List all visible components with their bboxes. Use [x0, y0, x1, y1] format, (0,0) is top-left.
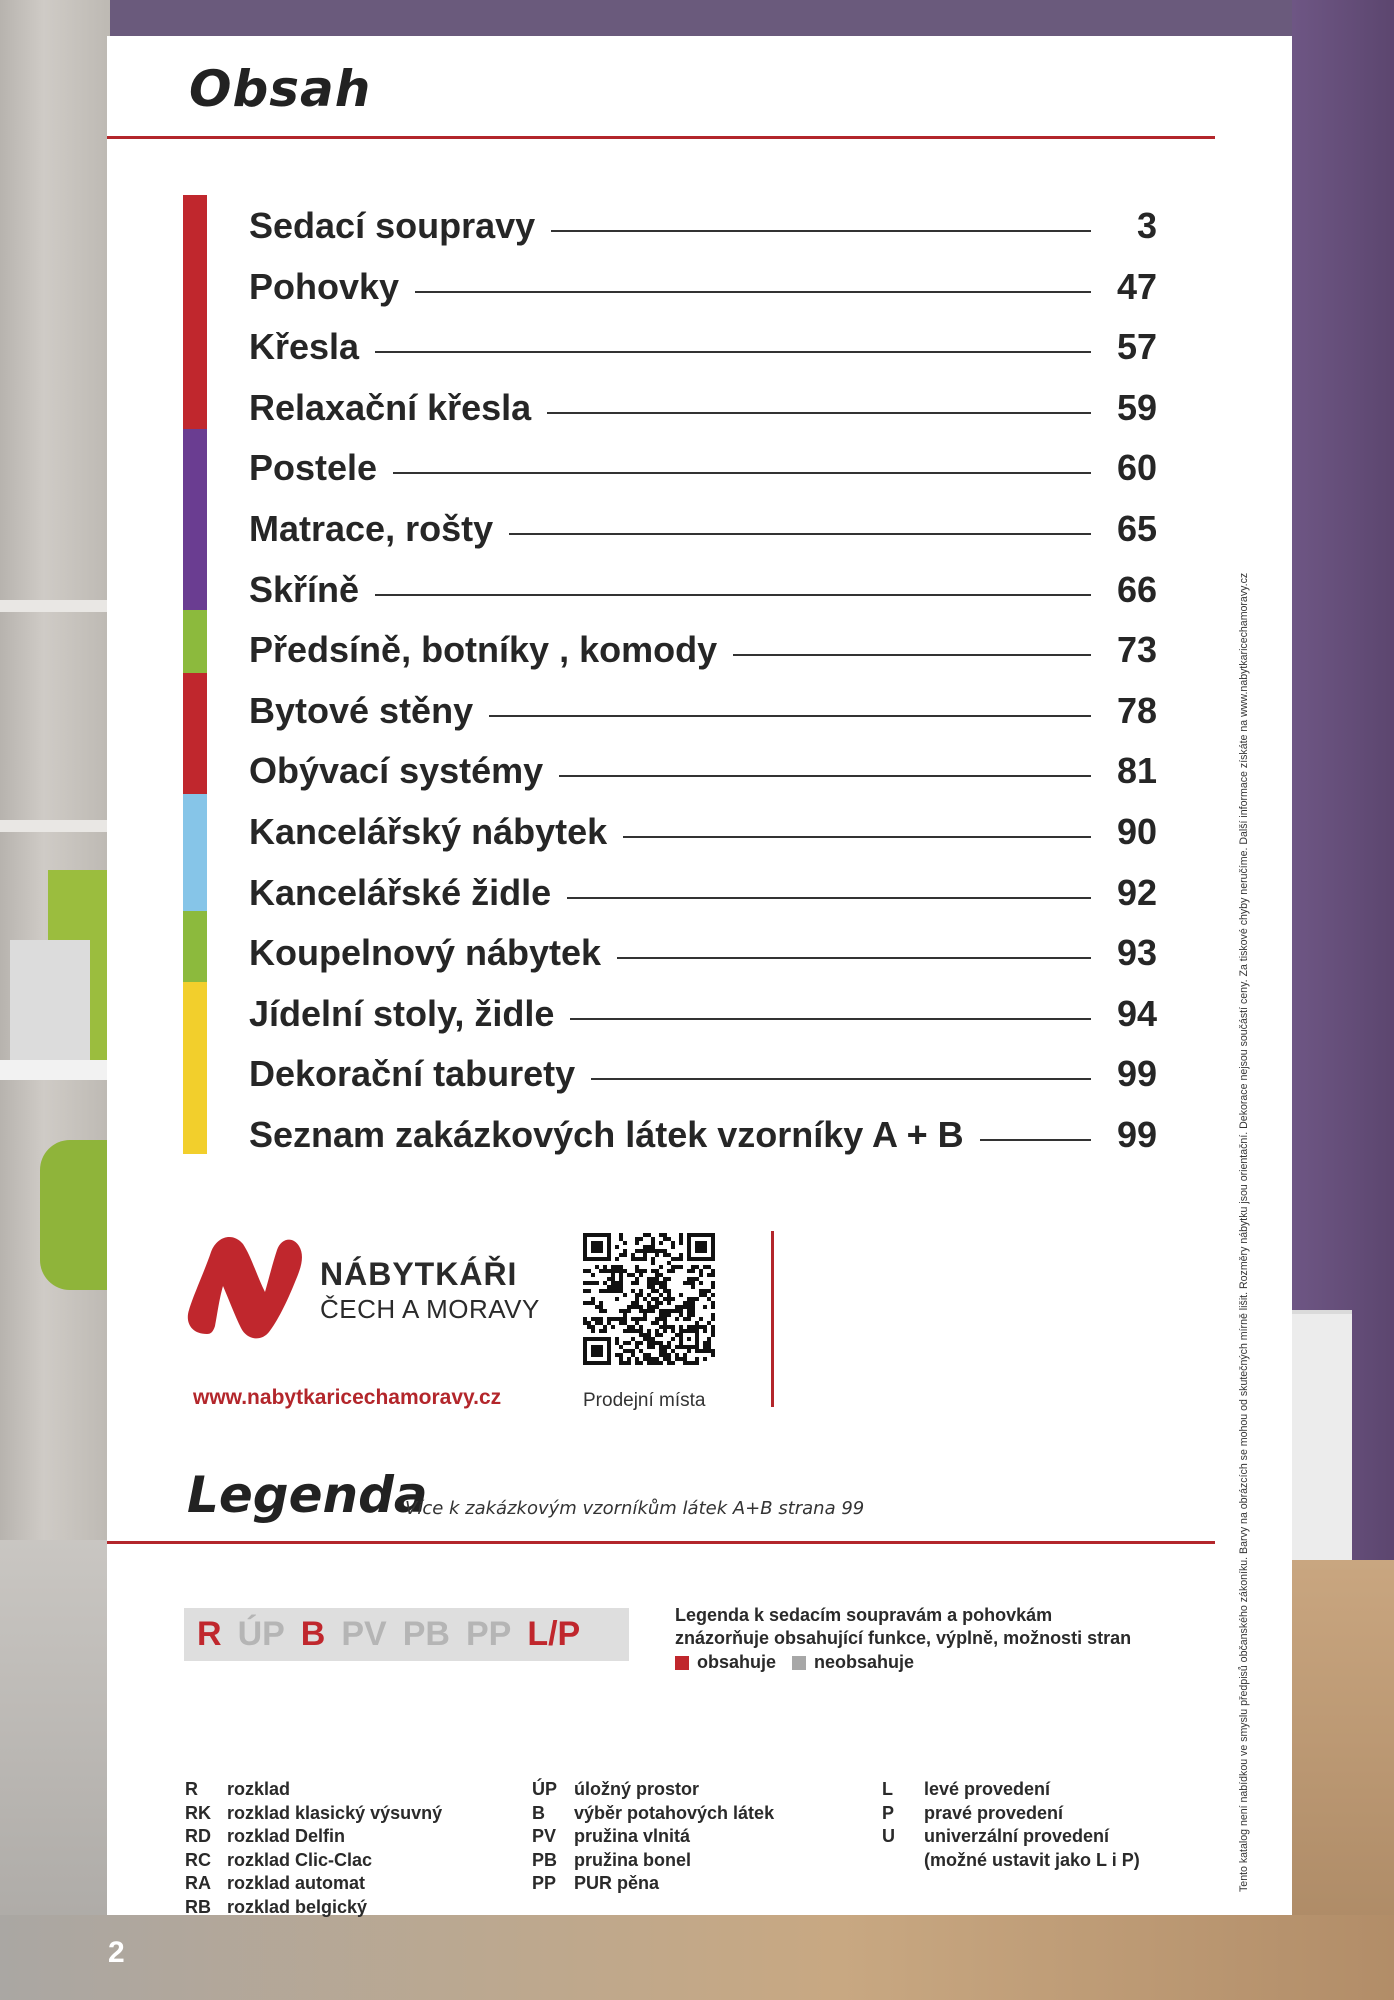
- toc-entry-label: Relaxační křesla: [249, 386, 532, 428]
- page-number: 2: [108, 1936, 125, 1969]
- toc-leader-line: [547, 412, 1091, 414]
- toc-entry[interactable]: [249, 675, 1229, 735]
- toc-entry-page: 81: [1116, 750, 1157, 792]
- legend-key: [675, 1652, 914, 1673]
- toc-entry[interactable]: [249, 857, 1229, 917]
- contains-swatch: [675, 1656, 689, 1670]
- abbreviation-row: [532, 1802, 774, 1826]
- toc-entry-page: 99: [1116, 1053, 1157, 1095]
- toc-leader-line: [559, 775, 1091, 777]
- toc-entry-label: Bytové stěny: [249, 689, 474, 731]
- not-contains-label: neobsahuje: [814, 1652, 915, 1672]
- toc-entry[interactable]: [249, 311, 1229, 371]
- legend-subtitle: Více k zakázkovým vzorníkům látek A+B strana 99: [405, 1498, 865, 1519]
- abbreviation-text: PUR pěna: [574, 1873, 660, 1893]
- toc-entry-label: Postele: [249, 447, 378, 489]
- abbreviation-row: [882, 1849, 1140, 1873]
- legend-description: [675, 1604, 1131, 1650]
- shelf: [0, 600, 110, 612]
- toc-entry-page: 60: [1116, 447, 1157, 489]
- storage-box: [10, 940, 90, 1070]
- toc-entry-page: 94: [1116, 992, 1157, 1034]
- toc-entry[interactable]: [249, 554, 1229, 614]
- toc-entry-label: Kancelářský nábytek: [249, 811, 608, 852]
- category-bar-dining: [183, 982, 207, 1154]
- abbreviations-column-3: [882, 1778, 1140, 1872]
- toc-entry-label: Skříně: [249, 568, 360, 610]
- abbreviation-row: [532, 1778, 774, 1802]
- abbreviation-text: pružina bonel: [574, 1849, 691, 1870]
- category-bar-office: [183, 794, 207, 911]
- category-bar-bathroom: [183, 911, 207, 982]
- toc-entry-page: 93: [1116, 932, 1157, 974]
- legend-code: L/P: [527, 1615, 581, 1653]
- abbreviation-row: [185, 1825, 442, 1849]
- abbreviation-row: [882, 1825, 1140, 1849]
- toc-entry-label: Obývací systémy: [249, 750, 544, 792]
- toc-entry[interactable]: [249, 796, 1229, 856]
- toc-entry[interactable]: [249, 917, 1229, 977]
- toc-leader-line: [375, 594, 1091, 596]
- toc-entry[interactable]: [249, 1099, 1229, 1159]
- toc-entry-label: Jídelní stoly, židle: [249, 992, 555, 1034]
- abbreviation-text: úložný prostor: [574, 1779, 699, 1799]
- toc-entry-label: Seznam zakázkových látek vzorníky A + B: [249, 1114, 964, 1155]
- toc-entry[interactable]: [249, 614, 1229, 674]
- toc-entry-page: 47: [1116, 265, 1157, 307]
- abbreviation-text: rozklad belgický: [227, 1896, 368, 1917]
- abbreviation-code: PV: [532, 1826, 557, 1846]
- toc-leader-line: [375, 351, 1091, 353]
- toc-entry-page: 92: [1116, 871, 1157, 913]
- toc-entry-page: 65: [1116, 508, 1157, 549]
- toc-entry-label: Křesla: [249, 326, 360, 368]
- toc-leader-line: [393, 472, 1091, 474]
- category-bar-bedroom: [183, 429, 207, 610]
- abbreviation-row: [185, 1778, 442, 1802]
- abbreviation-text: rozklad: [227, 1779, 291, 1799]
- abbreviations-column-1: [185, 1778, 442, 1919]
- toc-entry-label: Kancelářské židle: [249, 871, 552, 913]
- abbreviation-row: [532, 1849, 774, 1873]
- toc-entry-label: Předsíně, botníky , komody: [249, 629, 718, 671]
- left-wall: [0, 0, 110, 1560]
- legend-title: Legenda: [187, 1466, 428, 1524]
- toc-entry[interactable]: [249, 1038, 1229, 1098]
- floor-bottom: [0, 1915, 1394, 2000]
- legend-code: ÚP: [237, 1615, 285, 1653]
- toc-leader-line: [509, 533, 1091, 535]
- legend-description-line1: Legenda k sedacím soupravám a pohovkám: [675, 1605, 1053, 1625]
- abbreviation-text: univerzální provedení: [924, 1826, 1110, 1846]
- abbreviation-row: [185, 1802, 442, 1826]
- toc-entry-page: 57: [1116, 326, 1157, 368]
- toc-leader-line: [623, 836, 1091, 838]
- legend-description-line2: znázorňuje obsahující funkce, výplně, možnosti stran: [675, 1628, 1132, 1648]
- abbreviation-code: R: [185, 1779, 198, 1799]
- abbreviation-row: [185, 1872, 442, 1896]
- abbreviations-column-2: [532, 1778, 774, 1896]
- toc-leader-line: [551, 230, 1091, 232]
- title-divider: [107, 136, 1215, 139]
- legend-code: PB: [402, 1615, 450, 1653]
- toc-entry-label: Dekorační taburety: [249, 1053, 576, 1095]
- abbreviation-code: P: [882, 1802, 895, 1823]
- toc-entry-label: Pohovky: [249, 265, 400, 307]
- abbreviation-code: [882, 1849, 924, 1873]
- legend-code: R: [197, 1615, 222, 1653]
- qr-caption: Prodejní místa: [583, 1390, 706, 1411]
- abbreviation-code: PB: [532, 1849, 558, 1870]
- disclaimer-side-note: Tento katalog není nabídkou ve smyslu předpisů občanského zákoníku. Barvy na obrázcích se mohou od skutečných mírně lišit. Rozměry nábytku jsou orientační. Dekorace nejsou součástí ceny. Za tiskové chyby neručíme. Další informace získáte na www.nabytkaricechamoravy.cz: [1238, 572, 1250, 1892]
- brand-name-line1: NÁBYTKÁŘI: [320, 1256, 518, 1292]
- catalog-page: [107, 36, 1292, 1915]
- toc-leader-line: [733, 654, 1091, 656]
- category-bar-living: [183, 673, 207, 794]
- abbreviation-code: RK: [185, 1802, 211, 1823]
- qr-code-icon[interactable]: [583, 1233, 715, 1365]
- legend-code: PV: [341, 1615, 387, 1653]
- toc-entry-label: Sedací soupravy: [249, 205, 536, 246]
- abbreviation-row: [882, 1778, 1140, 1802]
- toc-entry[interactable]: [249, 190, 1229, 250]
- toc-entry[interactable]: [249, 372, 1229, 432]
- abbreviation-text: levé provedení: [924, 1779, 1051, 1799]
- toc-leader-line: [489, 715, 1091, 717]
- toc-entry-page: 59: [1116, 386, 1157, 428]
- toc-entry-page: 66: [1116, 568, 1157, 610]
- toc-entry[interactable]: [249, 735, 1229, 795]
- contents-title: Obsah: [189, 60, 372, 118]
- abbreviation-text: rozklad automat: [227, 1873, 366, 1893]
- abbreviation-text: pravé provedení: [924, 1802, 1064, 1823]
- toc-leader-line: [415, 291, 1091, 293]
- toc-entry-label: Koupelnový nábytek: [249, 932, 602, 974]
- toc-entry[interactable]: [249, 493, 1229, 553]
- white-cabinet: [1292, 1310, 1352, 1600]
- abbreviation-row: [882, 1802, 1140, 1826]
- not-contains-swatch: [792, 1656, 806, 1670]
- toc-entry[interactable]: [249, 251, 1229, 311]
- abbreviation-row: [185, 1896, 442, 1920]
- legend-code-example: [184, 1608, 629, 1661]
- category-bar-hallway: [183, 610, 207, 673]
- toc-entry-page: 3: [1136, 205, 1157, 246]
- toc-leader-line: [570, 1018, 1091, 1020]
- legend-code: PP: [465, 1615, 512, 1653]
- desk: [0, 1060, 110, 1080]
- toc-entry-page: 99: [1116, 1114, 1157, 1155]
- abbreviation-code: PP: [532, 1873, 557, 1893]
- abbreviation-text: výběr potahových látek: [574, 1802, 775, 1823]
- abbreviation-code: ÚP: [532, 1779, 558, 1799]
- abbreviation-code: L: [882, 1779, 893, 1799]
- toc-leader-line: [591, 1078, 1091, 1080]
- abbreviation-row: [532, 1825, 774, 1849]
- abbreviation-text: rozklad Delfin: [227, 1826, 346, 1846]
- toc-entry-page: 78: [1116, 689, 1157, 731]
- vertical-divider: [771, 1231, 774, 1407]
- abbreviation-row: [532, 1872, 774, 1896]
- abbreviation-code: RC: [185, 1849, 211, 1870]
- toc-entry[interactable]: [249, 978, 1229, 1038]
- toc-entry[interactable]: [249, 432, 1229, 492]
- abbreviation-code: RB: [185, 1896, 211, 1917]
- category-bar-seating: [183, 195, 207, 429]
- legend-code: B: [300, 1615, 326, 1653]
- shelf: [0, 820, 110, 832]
- toc-entry-page: 73: [1116, 629, 1157, 671]
- toc-entry-page: 90: [1116, 811, 1157, 852]
- toc-leader-line: [617, 957, 1091, 959]
- toc-entry-label: Matrace, rošty: [249, 508, 494, 549]
- nabytkari-logo-icon: [177, 1226, 307, 1346]
- toc-leader-line: [567, 897, 1091, 899]
- abbreviation-code: B: [532, 1802, 545, 1823]
- brand-website-link[interactable]: www.nabytkaricechamoravy.cz: [193, 1386, 502, 1409]
- abbreviation-text: (možné ustavit jako L i P): [924, 1849, 1140, 1870]
- brand-name-line2: ČECH A MORAVY: [320, 1294, 540, 1324]
- toc-leader-line: [980, 1139, 1091, 1141]
- legend-divider: [107, 1541, 1215, 1544]
- abbreviation-code: RA: [185, 1873, 211, 1893]
- contains-label: obsahuje: [697, 1652, 777, 1672]
- abbreviation-text: rozklad Clic-Clac: [227, 1849, 373, 1870]
- abbreviation-code: U: [882, 1826, 895, 1846]
- abbreviation-row: [185, 1849, 442, 1873]
- abbreviation-code: RD: [185, 1826, 211, 1846]
- abbreviation-text: rozklad klasický výsuvný: [227, 1802, 443, 1823]
- abbreviation-text: pružina vlnitá: [574, 1826, 691, 1846]
